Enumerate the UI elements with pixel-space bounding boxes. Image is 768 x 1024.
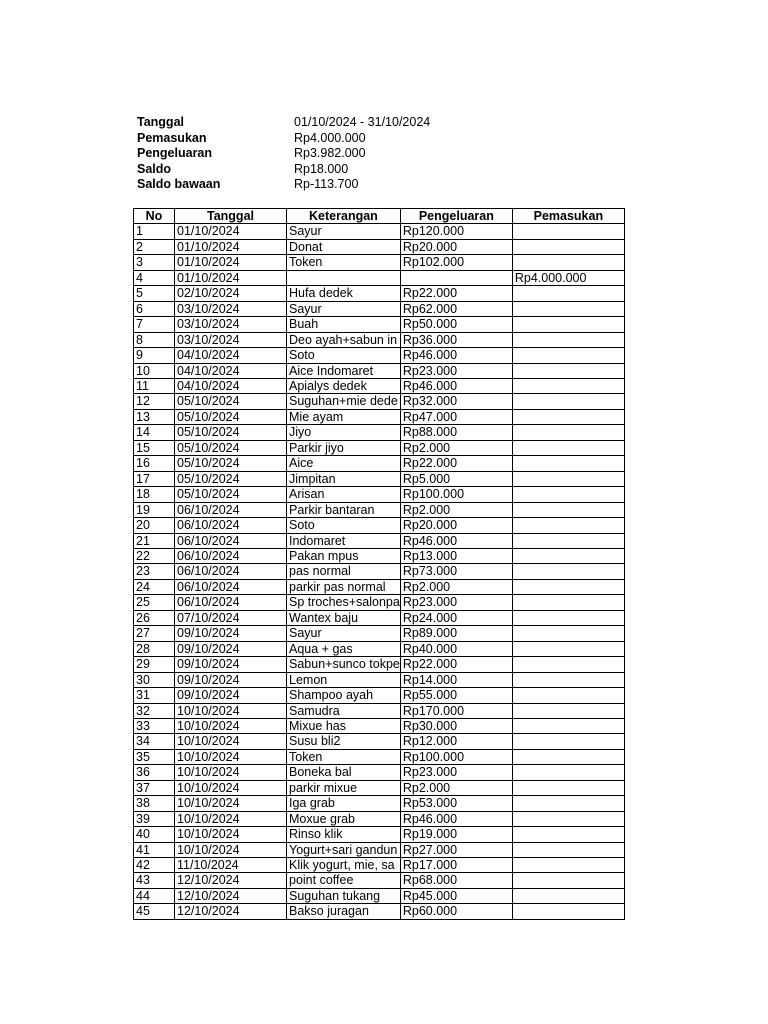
cell-tanggal: 09/10/2024	[175, 626, 287, 641]
cell-pemasukan	[512, 641, 624, 656]
cell-pengeluaran: Rp23.000	[400, 765, 512, 780]
cell-pemasukan	[512, 502, 624, 517]
cell-pemasukan	[512, 518, 624, 533]
header-keterangan: Keterangan	[287, 209, 401, 224]
cell-pengeluaran: Rp30.000	[400, 718, 512, 733]
table-row	[134, 409, 625, 424]
cell-tanggal: 05/10/2024	[175, 456, 287, 471]
cell-tanggal: 10/10/2024	[175, 811, 287, 826]
cell-keterangan: Susu bli2	[287, 734, 401, 749]
table-row	[134, 888, 625, 903]
cell-pengeluaran: Rp19.000	[400, 827, 512, 842]
cell-pengeluaran: Rp23.000	[400, 595, 512, 610]
cell-keterangan: Buah	[287, 317, 401, 332]
cell-tanggal: 01/10/2024	[175, 224, 287, 239]
header-pemasukan: Pemasukan	[512, 209, 624, 224]
summary-value: 01/10/2024 - 31/10/2024	[294, 115, 431, 129]
table-header	[134, 209, 625, 224]
cell-no: 29	[134, 657, 175, 672]
table-row	[134, 348, 625, 363]
cell-pemasukan	[512, 564, 624, 579]
table-row	[134, 456, 625, 471]
cell-no: 41	[134, 842, 175, 857]
cell-tanggal: 03/10/2024	[175, 332, 287, 347]
cell-tanggal: 09/10/2024	[175, 672, 287, 687]
cell-pemasukan	[512, 471, 624, 486]
table-row	[134, 239, 625, 254]
cell-pemasukan	[512, 579, 624, 594]
cell-pemasukan	[512, 811, 624, 826]
cell-no: 10	[134, 363, 175, 378]
summary-value: Rp-113.700	[294, 177, 359, 191]
cell-pemasukan	[512, 888, 624, 903]
header-row	[134, 209, 625, 224]
cell-keterangan: Bakso juragan	[287, 904, 401, 919]
table-row	[134, 378, 625, 393]
cell-tanggal: 05/10/2024	[175, 425, 287, 440]
cell-no: 12	[134, 394, 175, 409]
table-row	[134, 363, 625, 378]
cell-pemasukan	[512, 255, 624, 270]
cell-keterangan: Indomaret	[287, 533, 401, 548]
cell-pemasukan	[512, 718, 624, 733]
cell-tanggal: 03/10/2024	[175, 301, 287, 316]
table-row	[134, 332, 625, 347]
table-row	[134, 610, 625, 625]
cell-tanggal: 06/10/2024	[175, 502, 287, 517]
cell-pengeluaran: Rp14.000	[400, 672, 512, 687]
transactions-table	[133, 208, 625, 920]
summary-label: Pemasukan	[137, 130, 207, 145]
cell-no: 40	[134, 827, 175, 842]
cell-no: 37	[134, 780, 175, 795]
cell-no: 18	[134, 487, 175, 502]
cell-no: 27	[134, 626, 175, 641]
cell-keterangan: Soto	[287, 518, 401, 533]
cell-pemasukan	[512, 904, 624, 919]
cell-tanggal: 05/10/2024	[175, 471, 287, 486]
table-row	[134, 270, 625, 285]
cell-tanggal: 02/10/2024	[175, 286, 287, 301]
cell-pengeluaran: Rp102.000	[400, 255, 512, 270]
cell-keterangan	[287, 270, 401, 285]
cell-pemasukan	[512, 626, 624, 641]
cell-pengeluaran: Rp27.000	[400, 842, 512, 857]
cell-pemasukan	[512, 827, 624, 842]
table-row	[134, 780, 625, 795]
cell-no: 25	[134, 595, 175, 610]
table-row	[134, 579, 625, 594]
cell-pengeluaran: Rp68.000	[400, 873, 512, 888]
summary-block	[137, 115, 494, 193]
cell-pemasukan	[512, 363, 624, 378]
cell-pengeluaran: Rp22.000	[400, 456, 512, 471]
cell-pengeluaran: Rp60.000	[400, 904, 512, 919]
cell-pemasukan	[512, 409, 624, 424]
table-body	[134, 224, 625, 919]
cell-tanggal: 12/10/2024	[175, 873, 287, 888]
summary-row	[137, 115, 494, 131]
summary-body	[137, 115, 494, 193]
cell-pemasukan	[512, 610, 624, 625]
table-row	[134, 749, 625, 764]
cell-pengeluaran: Rp32.000	[400, 394, 512, 409]
table-row	[134, 255, 625, 270]
cell-keterangan: Mixue has	[287, 718, 401, 733]
cell-pemasukan	[512, 858, 624, 873]
table-row	[134, 858, 625, 873]
table-row	[134, 518, 625, 533]
cell-tanggal: 01/10/2024	[175, 239, 287, 254]
cell-pengeluaran: Rp40.000	[400, 641, 512, 656]
cell-no: 44	[134, 888, 175, 903]
cell-keterangan: Arisan	[287, 487, 401, 502]
table-row	[134, 224, 625, 239]
cell-pemasukan	[512, 796, 624, 811]
table-row	[134, 440, 625, 455]
cell-tanggal: 03/10/2024	[175, 317, 287, 332]
cell-no: 45	[134, 904, 175, 919]
table-row	[134, 317, 625, 332]
cell-keterangan: Hufa dedek	[287, 286, 401, 301]
cell-keterangan: Iga grab	[287, 796, 401, 811]
cell-pemasukan	[512, 842, 624, 857]
cell-keterangan: parkir mixue	[287, 780, 401, 795]
header-tanggal: Tanggal	[175, 209, 287, 224]
cell-pengeluaran: Rp2.000	[400, 502, 512, 517]
cell-keterangan: Jimpitan	[287, 471, 401, 486]
cell-keterangan: Aqua + gas	[287, 641, 401, 656]
cell-tanggal: 10/10/2024	[175, 780, 287, 795]
table-row	[134, 688, 625, 703]
table-row	[134, 502, 625, 517]
cell-pemasukan: Rp4.000.000	[512, 270, 624, 285]
cell-keterangan: Aice Indomaret	[287, 363, 401, 378]
cell-tanggal: 09/10/2024	[175, 641, 287, 656]
cell-no: 28	[134, 641, 175, 656]
cell-pengeluaran: Rp24.000	[400, 610, 512, 625]
cell-keterangan: Sayur	[287, 224, 401, 239]
cell-keterangan: Yogurt+sari gandun	[287, 842, 401, 857]
cell-no: 32	[134, 703, 175, 718]
cell-tanggal: 10/10/2024	[175, 842, 287, 857]
summary-label: Saldo	[137, 161, 172, 176]
cell-tanggal: 05/10/2024	[175, 409, 287, 424]
cell-pengeluaran: Rp5.000	[400, 471, 512, 486]
cell-keterangan: Wantex baju	[287, 610, 401, 625]
summary-label: Tanggal	[137, 115, 184, 129]
cell-keterangan: Parkir bantaran	[287, 502, 401, 517]
cell-keterangan: Boneka bal	[287, 765, 401, 780]
cell-pemasukan	[512, 533, 624, 548]
cell-keterangan: Sabun+sunco tokpe	[287, 657, 401, 672]
table-row	[134, 827, 625, 842]
cell-pemasukan	[512, 672, 624, 687]
table-row	[134, 672, 625, 687]
cell-pengeluaran: Rp12.000	[400, 734, 512, 749]
cell-no: 20	[134, 518, 175, 533]
cell-no: 36	[134, 765, 175, 780]
header-pengeluaran: Pengeluaran	[400, 209, 512, 224]
summary-value: Rp4.000.000	[294, 130, 366, 145]
cell-keterangan: Sayur	[287, 301, 401, 316]
cell-pengeluaran: Rp50.000	[400, 317, 512, 332]
cell-tanggal: 05/10/2024	[175, 487, 287, 502]
cell-pengeluaran: Rp22.000	[400, 286, 512, 301]
cell-tanggal: 12/10/2024	[175, 888, 287, 903]
table-row	[134, 487, 625, 502]
cell-no: 3	[134, 255, 175, 270]
table-row	[134, 564, 625, 579]
cell-pengeluaran: Rp46.000	[400, 348, 512, 363]
cell-pemasukan	[512, 394, 624, 409]
cell-pengeluaran: Rp89.000	[400, 626, 512, 641]
cell-keterangan: Parkir jiyo	[287, 440, 401, 455]
cell-pengeluaran: Rp62.000	[400, 301, 512, 316]
cell-pengeluaran: Rp2.000	[400, 780, 512, 795]
table-row	[134, 703, 625, 718]
cell-no: 14	[134, 425, 175, 440]
table-row	[134, 873, 625, 888]
cell-pengeluaran: Rp100.000	[400, 749, 512, 764]
cell-pemasukan	[512, 487, 624, 502]
cell-tanggal: 12/10/2024	[175, 904, 287, 919]
cell-pengeluaran: Rp36.000	[400, 332, 512, 347]
cell-keterangan: Deo ayah+sabun in	[287, 332, 401, 347]
table-row	[134, 548, 625, 563]
cell-no: 43	[134, 873, 175, 888]
summary-label: Pengeluaran	[137, 146, 213, 160]
cell-pengeluaran: Rp2.000	[400, 579, 512, 594]
cell-keterangan: Moxue grab	[287, 811, 401, 826]
cell-keterangan: Aice	[287, 456, 401, 471]
cell-pengeluaran: Rp170.000	[400, 703, 512, 718]
cell-pengeluaran: Rp73.000	[400, 564, 512, 579]
cell-pengeluaran: Rp20.000	[400, 239, 512, 254]
cell-pemasukan	[512, 332, 624, 347]
table-row	[134, 765, 625, 780]
cell-tanggal: 04/10/2024	[175, 378, 287, 393]
cell-no: 9	[134, 348, 175, 363]
cell-pengeluaran: Rp20.000	[400, 518, 512, 533]
cell-pengeluaran: Rp17.000	[400, 858, 512, 873]
table-row	[134, 471, 625, 486]
cell-no: 33	[134, 718, 175, 733]
cell-pemasukan	[512, 749, 624, 764]
cell-pemasukan	[512, 301, 624, 316]
cell-keterangan: Jiyo	[287, 425, 401, 440]
cell-no: 11	[134, 378, 175, 393]
cell-no: 2	[134, 239, 175, 254]
cell-keterangan: Token	[287, 749, 401, 764]
cell-pemasukan	[512, 873, 624, 888]
cell-pemasukan	[512, 456, 624, 471]
cell-no: 4	[134, 270, 175, 285]
cell-no: 21	[134, 533, 175, 548]
table-row	[134, 626, 625, 641]
table-row	[134, 286, 625, 301]
cell-tanggal: 10/10/2024	[175, 765, 287, 780]
cell-tanggal: 07/10/2024	[175, 610, 287, 625]
cell-pengeluaran: Rp47.000	[400, 409, 512, 424]
cell-tanggal: 09/10/2024	[175, 657, 287, 672]
cell-no: 6	[134, 301, 175, 316]
summary-value: Rp3.982.000	[294, 146, 366, 160]
table-row	[134, 734, 625, 749]
cell-no: 13	[134, 409, 175, 424]
cell-pemasukan	[512, 765, 624, 780]
cell-pemasukan	[512, 348, 624, 363]
cell-tanggal: 06/10/2024	[175, 548, 287, 563]
cell-no: 1	[134, 224, 175, 239]
cell-pemasukan	[512, 688, 624, 703]
cell-pengeluaran: Rp46.000	[400, 533, 512, 548]
cell-keterangan: Suguhan tukang	[287, 888, 401, 903]
cell-keterangan: point coffee	[287, 873, 401, 888]
cell-pemasukan	[512, 703, 624, 718]
table-row	[134, 811, 625, 826]
cell-pengeluaran: Rp23.000	[400, 363, 512, 378]
cell-pengeluaran: Rp2.000	[400, 440, 512, 455]
cell-no: 26	[134, 610, 175, 625]
cell-tanggal: 11/10/2024	[175, 858, 287, 873]
cell-pengeluaran: Rp45.000	[400, 888, 512, 903]
cell-tanggal: 10/10/2024	[175, 796, 287, 811]
cell-no: 23	[134, 564, 175, 579]
cell-no: 5	[134, 286, 175, 301]
cell-pemasukan	[512, 425, 624, 440]
cell-pemasukan	[512, 657, 624, 672]
cell-pemasukan	[512, 440, 624, 455]
cell-pengeluaran: Rp13.000	[400, 548, 512, 563]
cell-no: 17	[134, 471, 175, 486]
cell-tanggal: 04/10/2024	[175, 348, 287, 363]
cell-keterangan: Shampoo ayah	[287, 688, 401, 703]
cell-no: 39	[134, 811, 175, 826]
cell-keterangan: Donat	[287, 239, 401, 254]
cell-no: 8	[134, 332, 175, 347]
summary-row	[137, 131, 494, 147]
cell-keterangan: Samudra	[287, 703, 401, 718]
cell-tanggal: 06/10/2024	[175, 595, 287, 610]
cell-pengeluaran	[400, 270, 512, 285]
cell-pengeluaran: Rp46.000	[400, 378, 512, 393]
cell-no: 24	[134, 579, 175, 594]
cell-keterangan: parkir pas normal	[287, 579, 401, 594]
cell-tanggal: 10/10/2024	[175, 718, 287, 733]
cell-keterangan: Klik yogurt, mie, sa	[287, 858, 401, 873]
cell-pemasukan	[512, 595, 624, 610]
cell-pengeluaran: Rp100.000	[400, 487, 512, 502]
cell-no: 16	[134, 456, 175, 471]
cell-no: 42	[134, 858, 175, 873]
cell-pemasukan	[512, 224, 624, 239]
cell-tanggal: 06/10/2024	[175, 518, 287, 533]
table-row	[134, 641, 625, 656]
cell-keterangan: Apialys dedek	[287, 378, 401, 393]
cell-pengeluaran: Rp88.000	[400, 425, 512, 440]
table-row	[134, 425, 625, 440]
summary-row	[137, 177, 494, 193]
cell-pemasukan	[512, 317, 624, 332]
cell-no: 35	[134, 749, 175, 764]
cell-tanggal: 01/10/2024	[175, 255, 287, 270]
cell-keterangan: Rinso klik	[287, 827, 401, 842]
cell-no: 30	[134, 672, 175, 687]
cell-keterangan: Pakan mpus	[287, 548, 401, 563]
cell-tanggal: 04/10/2024	[175, 363, 287, 378]
cell-pengeluaran: Rp46.000	[400, 811, 512, 826]
cell-keterangan: Mie ayam	[287, 409, 401, 424]
cell-pengeluaran: Rp22.000	[400, 657, 512, 672]
cell-no: 34	[134, 734, 175, 749]
cell-pengeluaran: Rp53.000	[400, 796, 512, 811]
cell-pengeluaran: Rp120.000	[400, 224, 512, 239]
cell-keterangan: Suguhan+mie dede	[287, 394, 401, 409]
cell-tanggal: 09/10/2024	[175, 688, 287, 703]
cell-keterangan: Token	[287, 255, 401, 270]
cell-keterangan: Lemon	[287, 672, 401, 687]
cell-keterangan: pas normal	[287, 564, 401, 579]
table-row	[134, 796, 625, 811]
cell-tanggal: 10/10/2024	[175, 749, 287, 764]
cell-no: 22	[134, 548, 175, 563]
table-row	[134, 595, 625, 610]
cell-tanggal: 06/10/2024	[175, 564, 287, 579]
table-row	[134, 301, 625, 316]
cell-tanggal: 05/10/2024	[175, 440, 287, 455]
cell-tanggal: 06/10/2024	[175, 579, 287, 594]
cell-tanggal: 10/10/2024	[175, 734, 287, 749]
cell-no: 7	[134, 317, 175, 332]
summary-label: Saldo bawaan	[137, 177, 221, 191]
cell-no: 19	[134, 502, 175, 517]
header-no: No	[134, 209, 175, 224]
cell-pemasukan	[512, 378, 624, 393]
cell-keterangan: Soto	[287, 348, 401, 363]
cell-pengeluaran: Rp55.000	[400, 688, 512, 703]
cell-tanggal: 10/10/2024	[175, 703, 287, 718]
cell-no: 31	[134, 688, 175, 703]
cell-pemasukan	[512, 734, 624, 749]
cell-keterangan: Sp troches+salonpa	[287, 595, 401, 610]
table-row	[134, 533, 625, 548]
cell-tanggal: 06/10/2024	[175, 533, 287, 548]
table-row	[134, 394, 625, 409]
cell-no: 38	[134, 796, 175, 811]
cell-no: 15	[134, 440, 175, 455]
cell-keterangan: Sayur	[287, 626, 401, 641]
summary-row	[137, 146, 494, 162]
summary-value: Rp18.000	[294, 161, 349, 176]
cell-tanggal: 01/10/2024	[175, 270, 287, 285]
table-row	[134, 904, 625, 919]
cell-tanggal: 05/10/2024	[175, 394, 287, 409]
cell-pemasukan	[512, 286, 624, 301]
cell-pemasukan	[512, 239, 624, 254]
table-row	[134, 718, 625, 733]
table-row	[134, 657, 625, 672]
cell-pemasukan	[512, 780, 624, 795]
summary-row	[137, 162, 494, 178]
table-row	[134, 842, 625, 857]
cell-pemasukan	[512, 548, 624, 563]
cell-tanggal: 10/10/2024	[175, 827, 287, 842]
